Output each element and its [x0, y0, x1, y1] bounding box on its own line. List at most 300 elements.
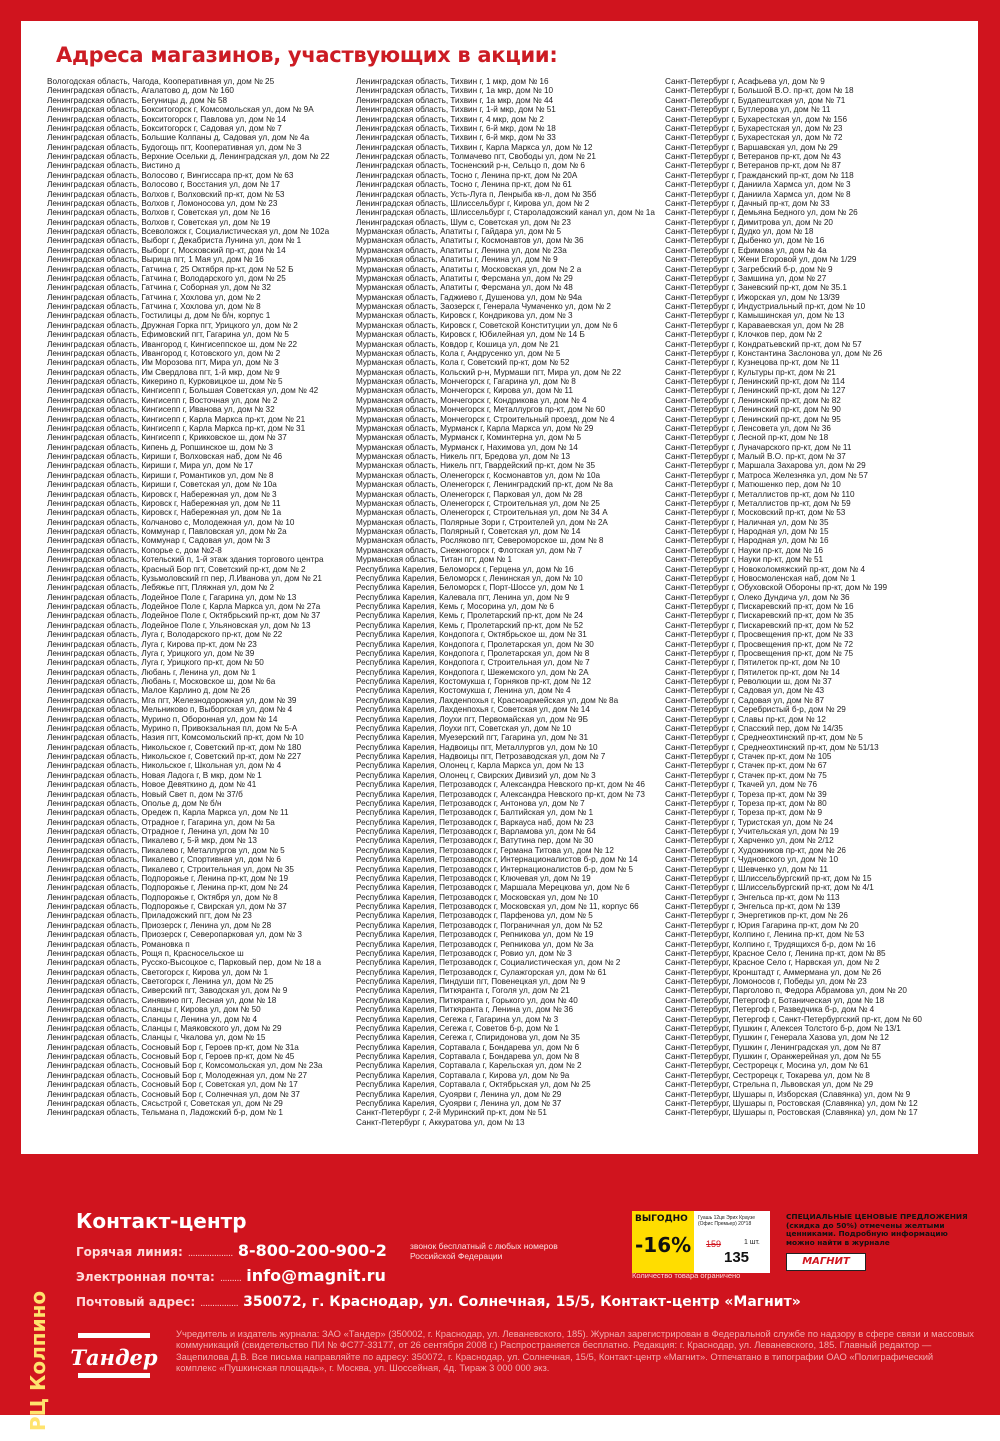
address-line: Ленинградская область, Приозерск г, Северопарковая ул, дом № 3 [47, 930, 302, 940]
address-line: Республика Карелия, Кондопога г, Строительная ул, дом № 7 [356, 658, 590, 668]
address-line: Республика Карелия, Надвоицы пгт, Металлургов ул, дом № 10 [356, 742, 598, 752]
address-row [76, 1291, 801, 1310]
address-line: Мурманская область, Кола г, Советский пр-кт, дом № 52 [356, 358, 570, 368]
address-line: Санкт-Петербург г, Энгельса пр-кт, дом № 113 [665, 892, 840, 902]
tander-logo-text: Тандер [70, 1345, 158, 1370]
address-line: Республика Карелия, Сортавала г, Карельская ул, дом № 2 [356, 1061, 582, 1071]
address-line: Ленинградская область, Мурино п, Оборонная ул, дом № 14 [47, 714, 278, 724]
address-line: Республика Карелия, Сортавала г, Бондарева ул, дом № 8 [356, 1052, 580, 1061]
address-line: Санкт-Петербург г, Юрия Гагарина пр-кт, дом № 20 [665, 920, 859, 930]
address-line: Санкт-Петербург г, Ленинский пр-кт, дом № 127 [665, 386, 846, 396]
address-line: Ленинградская область, Луга г, Кирова пр-кт, дом № 23 [47, 639, 257, 649]
address-line: Ленинградская область, Назия пгт, Комсомольский пр-кт, дом № 10 [47, 733, 304, 743]
address-line: Ленинградская область, Будогощь пгт, Кооперативная ул, дом № 3 [47, 142, 302, 152]
address-line: Республика Карелия, Кемь г, Мосорина ул, дом № 6 [356, 602, 554, 611]
address-line: Санкт-Петербург г, Маршала Захарова ул, дом № 29 [665, 461, 866, 471]
address-line: Ленинградская область, Тосно г, Ленина пр-кт, дом № 61 [356, 180, 572, 190]
address-line: Ленинградская область, Верхние Осельки д, Ленинградская ул, дом № 22 [47, 152, 330, 161]
hotline-row [76, 1241, 387, 1260]
address-line: Ленинградская область, Кингисепп г, Карла Маркса пр-кт, дом № 31 [47, 423, 306, 433]
address-line: Ленинградская область, Кузьмоловский гп пер, Л.Иванова ул, дом № 21 [47, 573, 322, 583]
address-line: Санкт-Петербург г, Загребский б-р, дом № 9 [665, 264, 833, 274]
address-line: Мурманская область, Кировск г, Советской Конституции ул, дом № 6 [356, 320, 618, 330]
address-line: Республика Карелия, Беломорск г, Ленинская ул, дом № 10 [356, 573, 583, 583]
address-line: Республика Карелия, Суоярви г, Ленина ул, дом № 29 [356, 1089, 562, 1099]
address-line: Санкт-Петербург г, Стачек пр-кт, дом № 67 [665, 761, 827, 771]
address-line: Санкт-Петербург г, Ленинский пр-кт, дом № 90 [665, 405, 841, 415]
address-line: Санкт-Петербург г, Бухарестская ул, дом № 23 [665, 123, 843, 133]
address-line: Санкт-Петербург г, Бухарестская ул, дом № 156 [665, 114, 848, 124]
address-line: Санкт-Петербург г, Пискаревский пр-кт, дом № 52 [665, 620, 854, 630]
address-line: Санкт-Петербург, Шушары п, Ростовская (Славянка) ул, дом № 12 [665, 1098, 918, 1108]
address-line: Ленинградская область, Им Свердлова пгт, 1-й мкр, дом № 9 [47, 367, 280, 377]
email-dots: ......... [219, 1274, 242, 1284]
address-line: Санкт-Петербург г, Науки пр-кт, дом № 16 [665, 545, 824, 555]
address-line: Санкт-Петербург г, Аккуратова ул, дом № 13 [356, 1117, 525, 1127]
address-line: Санкт-Петербург, Пушкин г, Оранжерейная ул, дом № 55 [665, 1052, 881, 1061]
address-line: Санкт-Петербург г, 2-й Муринский пр-кт, дом № 51 [356, 1108, 547, 1118]
address-line: Республика Карелия, Сортавала г, Бондарева ул, дом № 6 [356, 1042, 580, 1052]
page-title: Адреса магазинов, участвующих в акции: [56, 43, 558, 67]
email-row [76, 1266, 386, 1285]
address-line: Ленинградская область, Подпорожье г, Октября ул, дом № 8 [47, 892, 278, 902]
address-line: Санкт-Петербург г, Художников пр-кт, дом № 26 [665, 845, 846, 855]
address-line: Республика Карелия, Петрозаводск г, Александра Невского пр-кт, дом № 73 [356, 789, 645, 799]
address-line: Санкт-Петербург г, Кондратьевский пр-кт, дом № 57 [665, 339, 862, 349]
promo-discount: -16% [635, 1233, 692, 1257]
address-line: Ленинградская область, Кингисепп г, Иванова ул, дом № 32 [47, 405, 275, 415]
address-line: Ленинградская область, Сосновый Бор г, Комсомольская ул, дом № 23а [47, 1061, 323, 1071]
address-line: Республика Карелия, Сегежа г, Советов б-р, дом № 1 [356, 1023, 559, 1033]
address-line: Санкт-Петербург г, Металлистов пр-кт, дом № 110 [665, 489, 855, 499]
address-line: Республика Карелия, Беломорск г, Порт-Шоссе ул, дом № 1 [356, 583, 584, 593]
address-line: Ленинградская область, Отрадное г, Гагарина ул, дом № 5а [47, 817, 275, 827]
address-line: Санкт-Петербург г, Народная ул, дом № 16 [665, 536, 829, 546]
address-line: Мурманская область, Оленегорск г, Парковая ул, дом № 28 [356, 489, 583, 499]
address-line: Ленинградская область, Пикалево г, 5-й мкр, дом № 13 [47, 836, 257, 846]
address-line: Ленинградская область, Тихвин г, 6-й мкр, дом № 33 [356, 133, 556, 143]
address-line: Республика Карелия, Петрозаводск г, Балтийская ул, дом № 1 [356, 808, 594, 818]
address-line: Санкт-Петербург, Красное Село г, Ленина пр-кт, дом № 85 [665, 948, 886, 958]
address-line: Республика Карелия, Питкяранта г, Ленина ул, дом № 36 [356, 1005, 574, 1015]
address-line: Ленинградская область, Луга г, Урицкого ул, дом № 39 [47, 648, 255, 658]
address-column-1 [47, 77, 353, 1118]
address-line: Ленинградская область, Сясьстрой г, Советская ул, дом № 29 [47, 1098, 283, 1108]
address-line: Ленинградская область, Всеволожск г, Социалистическая ул, дом № 102а [47, 227, 330, 236]
address-line: Санкт-Петербург г, Ленсовета ул, дом № 36 [665, 423, 831, 433]
address-line: Республика Карелия, Кондопога г, Пролетарская ул, дом № 30 [356, 639, 594, 649]
address-line: Санкт-Петербург, Шушары п, Ростовская (Славянка) ул, дом № 17 [665, 1108, 918, 1118]
address-line: Санкт-Петербург г, Харченко ул, дом № 2/12 [665, 836, 834, 846]
address-line: Санкт-Петербург г, Олеко Дундича ул, дом № 36 [665, 592, 850, 602]
address-line: Ленинградская область, Колчаново с, Молодежная ул, дом № 10 [47, 517, 295, 527]
address-line: Санкт-Петербург г, Учительская ул, дом № 19 [665, 827, 839, 836]
promo-product: Гуашь 12цв Эрих Краузе (Офис Премьер) 20*18 [698, 1215, 756, 1227]
address-line: Ленинградская область, Луга г, Володарского пр-кт, дом № 22 [47, 630, 283, 640]
address-line: Санкт-Петербург г, Жени Егоровой ул, дом № 1/29 [665, 255, 857, 265]
email-label: Электронная почта: [76, 1270, 215, 1284]
address-line: Санкт-Петербург г, Тореза пр-кт, дом № 39 [665, 789, 827, 799]
address-line: Республика Карелия, Надвоицы пгт, Петрозаводская ул, дом № 7 [356, 752, 606, 761]
address-line: Ленинградская область, Подпорожье г, Свирская ул, дом № 37 [47, 902, 287, 911]
address-line: Мурманская область, Снежногорск г, Флотская ул, дом № 7 [356, 545, 583, 555]
email-link[interactable]: info@magnit.ru [246, 1266, 386, 1285]
address-line: Республика Карелия, Петрозаводск г, Ключевая ул, дом № 19 [356, 873, 591, 883]
address-dots: ................ [200, 1299, 239, 1309]
address-line: Ленинградская область, Дружная Горка пгт, Урицкого ул, дом № 2 [47, 320, 298, 330]
address-line: Ленинградская область, Бокситогорск г, Комсомольская ул, дом № 9А [47, 105, 314, 115]
address-line: Санкт-Петербург, Колпино г, Ленина пр-кт, дом № 53 [665, 930, 865, 940]
address-line: Санкт-Петербург г, Ефимова ул, дом № 4а [665, 245, 827, 255]
address-line: Республика Карелия, Петрозаводск г, Социалистическая ул, дом № 2 [356, 958, 621, 968]
address-line: Ленинградская область, Лодейное Поле г, Ульяновская ул, дом № 13 [47, 620, 311, 630]
address-line: Ленинградская область, Тихвин г, 1а мкр, дом № 10 [356, 86, 554, 96]
address-line: Республика Карелия, Лоухи пгт, Советская ул, дом № 10 [356, 723, 572, 733]
address-line: Мурманская область, Полярные Зори г, Строителей ул, дом № 2А [356, 517, 608, 527]
address-line: Мурманская область, Мончегорск г, Строительный проезд, дом № 4 [356, 414, 615, 424]
address-line: Мурманская область, Гаджиево г, Душенова ул, дом № 94а [356, 292, 582, 302]
address-line: Ленинградская область, Кировск г, Набережная ул, дом № 3 [47, 489, 277, 499]
address-line: Санкт-Петербург г, Туристская ул, дом № 24 [665, 817, 834, 827]
address-line: Санкт-Петербург г, Науки пр-кт, дом № 51 [665, 555, 824, 565]
address-line: Санкт-Петербург г, Ткачей ул, дом № 76 [665, 780, 818, 790]
address-line: Санкт-Петербург г, Лесной пр-кт, дом № 18 [665, 433, 829, 443]
address-line: Санкт-Петербург г, Дыбенко ул, дом № 16 [665, 236, 825, 246]
address-line: Ленинградская область, Шлиссельбург г, Кирова ул, дом № 2 [356, 198, 590, 208]
address-line: Ленинградская область, Кириши г, Романтиков ул, дом № 8 [47, 470, 274, 480]
address-line: Санкт-Петербург, Красное Село г, Нарвская ул, дом № 2 [665, 958, 880, 968]
address-line: Республика Карелия, Петрозаводск г, Пограничная ул, дом № 52 [356, 920, 603, 930]
address-line: Ленинградская область, Кириши г, Мира ул, дом № 17 [47, 461, 254, 471]
address-line: Ленинградская область, Тосненский р-н, Сельцо п, дом № 6 [356, 161, 585, 171]
address-line: Санкт-Петербург г, Народная ул, дом № 15 [665, 527, 829, 536]
address-line: Республика Карелия, Олонец г, Свирских Дивизий ул, дом № 3 [356, 770, 596, 780]
address-line: Санкт-Петербург г, Константина Заслонова ул, дом № 26 [665, 348, 883, 358]
address-line: Ленинградская область, Любань г, Московское ш, дом № 6а [47, 677, 276, 686]
address-line: Республика Карелия, Петрозаводск г, Сулажгорская ул, дом № 61 [356, 967, 607, 977]
address-line: Ленинградская область, Новый Свет п, дом № 37/б [47, 789, 243, 799]
address-line: Ленинградская область, Агалатово д, дом № 160 [47, 86, 234, 96]
address-line: Санкт-Петербург г, Ленинский пр-кт, дом № 82 [665, 395, 841, 405]
address-line: Ленинградская область, Сланцы г, Ленина ул, дом № 4 [47, 1014, 258, 1024]
address-line: Санкт-Петербург г, Камышинская ул, дом № 13 [665, 311, 845, 321]
address-line: Ленинградская область, Русско-Высоцкое с, Парковый пер, дом № 18 а [47, 958, 322, 968]
address-line: Санкт-Петербург г, Кузнецова пр-кт, дом № 11 [665, 358, 840, 368]
address-line: Ленинградская область, Большие Колпаны д, Садовая ул, дом № 4а [47, 133, 310, 143]
address-line: Санкт-Петербург г, Садовая ул, дом № 43 [665, 686, 825, 696]
address-line: Ленинградская область, Волосово г, Вингиссара пр-кт, дом № 63 [47, 170, 294, 180]
address-line: Ленинградская область, Гатчина г, 25 Октября пр-кт, дом № 52 Б [47, 264, 294, 274]
address-line: Ленинградская область, Тихвин г, 6-й мкр, дом № 18 [356, 123, 556, 133]
address-line: Республика Карелия, Муезерский пгт, Гагарина ул, дом № 31 [356, 733, 589, 743]
address-line: Ленинградская область, Тельмана п, Ладожский б-р, дом № 1 [47, 1108, 283, 1118]
address-line: Санкт-Петербург г, Ленинский пр-кт, дом № 114 [665, 377, 845, 386]
address-line: Ленинградская область, Волосово г, Восстания ул, дом № 17 [47, 180, 280, 190]
address-line: Республика Карелия, Лахденпохья г, Красноармейская ул, дом № 8а [356, 695, 619, 705]
address-line: Санкт-Петербург г, Ветеранов пр-кт, дом № 87 [665, 161, 841, 171]
address-line: Санкт-Петербург, Пушкин г, Ленинградская ул, дом № 87 [665, 1042, 881, 1052]
magnit-logo: МАГНИТ [786, 1253, 866, 1271]
address-line: Республика Карелия, Петрозаводск г, Московская ул, дом № 10 [356, 892, 599, 902]
address-line: Республика Карелия, Петрозаводск г, Репникова ул, дом № 3а [356, 939, 594, 949]
address-line: Ленинградская область, Новое Девяткино д, дом № 41 [47, 780, 257, 790]
address-line: Республика Карелия, Сегежа г, Гагарина ул, дом № 3 [356, 1014, 559, 1024]
address-line: Мурманская область, Кольский р-н, Мурмаши пгт, Мира ул, дом № 22 [356, 367, 622, 377]
address-line: Санкт-Петербург г, Революции ш, дом № 37 [665, 677, 832, 686]
address-line: Санкт-Петербург г, Обуховской Обороны пр-кт, дом № 199 [665, 583, 888, 593]
address-line: Ленинградская область, Сланцы г, Чкалова ул, дом № 15 [47, 1033, 266, 1043]
address-column-3 [665, 77, 971, 1118]
address-line: Мурманская область, Мончегорск г, Гагарина ул, дом № 8 [356, 377, 576, 386]
address-line: Мурманская область, Кировск г, Кондрикова ул, дом № 3 [356, 311, 573, 321]
address-line: Санкт-Петербург г, Наличная ул, дом № 35 [665, 517, 829, 527]
address-line: Санкт-Петербург г, Демьяна Бедного ул, дом № 26 [665, 208, 858, 218]
address-line: Мурманская область, Никель пгт, Гвардейский пр-кт, дом № 35 [356, 461, 596, 471]
address-line: Ленинградская область, Подпорожье г, Ленина пр-кт, дом № 24 [47, 883, 289, 893]
address-line: Ленинградская область, Пикалево г, Строительная ул, дом № 35 [47, 864, 294, 874]
address-line: Ленинградская область, Никольское г, Школьная ул, дом № 4 [47, 761, 282, 771]
address-line: Ленинградская область, Мурино п, Привокзальная пл, дом № 5-А [47, 723, 298, 733]
address-line: Санкт-Петербург, Сестрорецк г, Токарева ул, дом № 8 [665, 1070, 870, 1080]
address-line: Мурманская область, Мончегорск г, Металлургов пр-кт, дом № 60 [356, 405, 606, 415]
address-line: Ленинградская область, Гатчина г, Соборная ул, дом № 32 [47, 283, 271, 293]
address-line: Ленинградская область, Кириши г, Волховская наб, дом № 46 [47, 452, 283, 461]
address-line: Ленинградская область, Выборг г, Московский пр-кт, дом № 14 [47, 245, 286, 255]
address-line: Ленинградская область, Светогорск г, Ленина ул, дом № 25 [47, 977, 274, 986]
address-line: Республика Карелия, Питкяранта г, Гоголя ул, дом № 21 [356, 986, 570, 996]
address-line: Мурманская область, Ковдор г, Кошица ул, дом № 21 [356, 339, 560, 349]
address-line: Ленинградская область, Кикерино п, Курковицкое ш, дом № 5 [47, 377, 283, 386]
address-line: Санкт-Петербург г, Новоколомяжский пр-кт, дом № 4 [665, 564, 866, 574]
address-line: Мурманская область, Оленегорск г, Строительная ул, дом № 25 [356, 498, 600, 508]
address-line: Республика Карелия, Питкяранта г, Горького ул, дом № 40 [356, 995, 578, 1005]
address-line: Мурманская область, Апатиты г, Ленина ул, дом № 9 [356, 255, 558, 265]
address-line: Санкт-Петербург, Ломоносов г, Победы ул, дом № 23 [665, 977, 867, 986]
address-line: Ленинградская область, Кингисепп г, Восточная ул, дом № 2 [47, 395, 278, 405]
address-line: Ленинградская область, Гатчина г, Володарского ул, дом № 25 [47, 273, 286, 283]
address-line: Мурманская область, Апатиты г, Московская ул, дом № 2 а [356, 264, 582, 274]
address-line: Санкт-Петербург г, Клочков пер, дом № 2 [665, 330, 823, 340]
address-line: Ленинградская область, Шлиссельбург г, Староладожский канал ул, дом № 1а [356, 208, 655, 218]
hotline-number[interactable]: 8-800-200-900-2 [237, 1241, 387, 1260]
address-line: Мурманская область, Оленегорск г, Космонавтов ул, дом № 10а [356, 470, 601, 480]
address-line: Санкт-Петербург г, Заневский пр-кт, дом № 35.1 [665, 283, 847, 293]
address-line: Ленинградская область, Ополье д, дом № б/н [47, 798, 222, 808]
address-line: Ленинградская область, Волхов г, Ломоносова ул, дом № 23 [47, 198, 278, 208]
address-line: Республика Карелия, Петрозаводск г, Маршала Мерецкова ул, дом № 6 [356, 883, 630, 893]
address-line: Ленинградская область, Гатчина г, Хохлова ул, дом № 2 [47, 292, 261, 302]
address-line: Санкт-Петербург г, Садовая ул, дом № 87 [665, 695, 825, 705]
tander-logo-icon [70, 1329, 158, 1381]
address-line: Санкт-Петербург г, Луначарского пр-кт, дом № 11 [665, 442, 852, 452]
address-line: Санкт-Петербург, Шушары п, Изборская (Славянка) ул, дом № 9 [665, 1089, 911, 1099]
address-line: Ленинградская область, Приозерск г, Ленина ул, дом № 28 [47, 920, 272, 930]
discount-badge [632, 1211, 694, 1273]
address-line: Санкт-Петербург г, Пискаревский пр-кт, дом № 16 [665, 602, 854, 611]
address-line: Республика Карелия, Петрозаводск г, Московская ул, дом № 11, корпус 66 [356, 902, 639, 911]
address-line: Республика Карелия, Петрозаводск г, Германа Титова ул, дом № 12 [356, 845, 614, 855]
address-line: Республика Карелия, Кемь г, Пролетарский пр-кт, дом № 52 [356, 620, 584, 630]
address-line: Ленинградская область, Кингисепп г, Большая Советская ул, дом № 42 [47, 386, 319, 396]
address-line: Ленинградская область, Подпорожье г, Ленина пр-кт, дом № 19 [47, 873, 289, 883]
address-column-2 [356, 77, 662, 1127]
address-line: Санкт-Петербург, Колпино г, Трудящихся б-р, дом № 16 [665, 939, 876, 949]
address-line: Ленинградская область, Оредеж п, Карла Маркса ул, дом № 11 [47, 808, 289, 818]
address-line: Санкт-Петербург г, Стачек пр-кт, дом № 75 [665, 770, 827, 780]
address-line: Санкт-Петербург г, Димитрова ул, дом № 20 [665, 217, 833, 227]
address-line: Ленинградская область, Никольское г, Советский пр-кт, дом № 180 [47, 742, 302, 752]
address-line: Республика Карелия, Пиндуши пгт, Повенецкая ул, дом № 9 [356, 977, 586, 986]
address-line: Ленинградская область, Никольское г, Советский пр-кт, дом № 227 [47, 752, 302, 761]
address-line: Санкт-Петербург г, Дачный пр-кт, дом № 33 [665, 198, 830, 208]
address-line: Республика Карелия, Лахденпохья г, Советская ул, дом № 14 [356, 705, 590, 715]
address-line: Ленинградская область, Выборг г, Декабриста Лунина ул, дом № 1 [47, 236, 302, 246]
side-title: РЦ Колпино [26, 1290, 50, 1432]
address-line: Санкт-Петербург, Кронштадт г, Аммермана ул, дом № 26 [665, 967, 882, 977]
address-line: Мурманская область, Апатиты г, Космонавтов ул, дом № 36 [356, 236, 584, 246]
address-line: Республика Карелия, Костомукша г, Горняков пр-кт, дом № 12 [356, 677, 592, 686]
address-line: Ленинградская область, Бегуницы д, дом № 58 [47, 95, 228, 105]
address-line: Мурманская область, Апатиты г, Ферсмана ул, дом № 48 [356, 283, 573, 293]
address-line: Республика Карелия, Олонец г, Карла Маркса ул, дом № 13 [356, 761, 584, 771]
address-line: Ленинградская область, Волхов г, Советская ул, дом № 19 [47, 217, 271, 227]
address-line: Ленинградская область, Кировск г, Набережная ул, дом № 11 [47, 498, 281, 508]
address-line: Ленинградская область, Мга пгт, Железнодорожная ул, дом № 39 [47, 695, 297, 705]
address-line: Республика Карелия, Кондопога г, Октябрьское ш, дом № 31 [356, 630, 587, 640]
address-line: Ленинградская область, Мельниково п, Выборгская ул, дом № 4 [47, 705, 293, 715]
address-line: Республика Карелия, Калевала пгт, Ленина ул, дом № 9 [356, 592, 570, 602]
address-line: Республика Карелия, Суоярви г, Ленина ул, дом № 37 [356, 1098, 562, 1108]
address-line: Санкт-Петербург г, Пискаревский пр-кт, дом № 35 [665, 611, 854, 621]
address-line: Ленинградская область, Сосновый Бор г, Солнечная ул, дом № 37 [47, 1089, 300, 1099]
address-line: Санкт-Петербург г, Матюшенко пер, дом № 10 [665, 480, 841, 490]
address-line: Ленинградская область, Бокситогорск г, Павлова ул, дом № 14 [47, 114, 287, 124]
address-line: Ленинградская область, Малое Карлино д, дом № 26 [47, 686, 251, 696]
address-line: Ленинградская область, Сосновый Бор г, Героев пр-кт, дом № 31а [47, 1042, 299, 1052]
address-line: Ленинградская область, Сланцы г, Маяковского ул, дом № 29 [47, 1023, 282, 1033]
special-offer-text: СПЕЦИАЛЬНЫЕ ЦЕНОВЫЕ ПРЕДЛОЖЕНИЯ (скидка до 50%) отмечены желтыми ценниками. Подробную информацию можно найти в журнале [786, 1212, 968, 1247]
address-line: Ленинградская область, Сосновый Бор г, Героев пр-кт, дом № 45 [47, 1052, 295, 1061]
address-line: Республика Карелия, Лоухи пгт, Первомайская ул, дом № 9Б [356, 714, 588, 724]
promo-caption: Количество товара ограничено [632, 1271, 741, 1280]
address-line: Ленинградская область, Пикалево г, Металлургов ул, дом № 5 [47, 845, 285, 855]
address-line: Санкт-Петербург г, Новосмоленская наб, дом № 1 [665, 573, 856, 583]
address-line: Республика Карелия, Петрозаводск г, Антонова ул, дом № 7 [356, 798, 585, 808]
address-line: Санкт-Петербург г, Замшина ул, дом № 27 [665, 273, 827, 283]
address-line: Ленинградская область, Луга г, Урицкого пр-кт, дом № 50 [47, 658, 264, 668]
address-line: Мурманская область, Апатиты г, Гайдара ул, дом № 5 [356, 227, 562, 236]
address-line: Санкт-Петербург г, Матроса Железняка ул, дом № 57 [665, 470, 868, 480]
address-line: Санкт-Петербург, Петергоф г, Разведчика б-р, дом № 4 [665, 1005, 875, 1015]
address-line: Мурманская область, Росляково пгт, Североморское ш, дом № 8 [356, 536, 604, 546]
address-line: Ленинградская область, Коммунар г, Садовая ул, дом № 3 [47, 536, 271, 546]
address-line: Ленинградская область, Волхов г, Волховский пр-кт, дом № 53 [47, 189, 285, 199]
address-line: Ленинградская область, Кириши г, Советская ул, дом № 10а [47, 480, 277, 490]
address-line: Ленинградская область, Красный Бор пгт, Советский пр-кт, дом № 2 [47, 564, 306, 574]
address-line: Санкт-Петербург г, Спасский пер, дом № 14/35 [665, 723, 843, 733]
address-panel [21, 21, 978, 1154]
address-line: Республика Карелия, Беломорск г, Герцена ул, дом № 16 [356, 564, 574, 574]
address-line: Санкт-Петербург г, Металлистов пр-кт, дом № 59 [665, 498, 851, 508]
address-line: Санкт-Петербург г, Серебристый б-р, дом № 29 [665, 705, 846, 715]
address-line: Санкт-Петербург г, Будапештская ул, дом № 71 [665, 95, 846, 105]
address-line: Республика Карелия, Сегежа г, Спиридонова ул, дом № 35 [356, 1033, 580, 1043]
address-line: Республика Карелия, Кондопога г, Пролетарская ул, дом № 8 [356, 648, 590, 658]
address-line: Республика Карелия, Петрозаводск г, Парфенова ул, дом № 5 [356, 911, 593, 921]
address-line: Санкт-Петербург, Петергоф г, Ботаническая ул, дом № 18 [665, 995, 885, 1005]
address-line: Республика Карелия, Петрозаводск г, Варкауса наб, дом № 23 [356, 817, 594, 827]
address-line: Ленинградская область, Тихвин г, 1а мкр, дом № 44 [356, 95, 554, 105]
address-line: Ленинградская область, Романовка п [47, 939, 190, 949]
hotline-dots: ................... [187, 1249, 233, 1259]
address-line: Ленинградская область, Отрадное г, Ленина ул, дом № 10 [47, 827, 269, 836]
address-line: Ленинградская область, Толмачево пгт, Свободы ул, дом № 21 [356, 152, 596, 161]
postal-address: 350072, г. Краснодар, ул. Солнечная, 15/5, Контакт-центр «Магнит» [243, 1294, 801, 1310]
address-line: Республика Карелия, Сортавала г, Октябрьская ул, дом № 25 [356, 1080, 591, 1090]
address-line: Ленинградская область, Шум с, Советская ул, дом № 23 [356, 217, 571, 227]
address-line: Санкт-Петербург г, Энгельса пр-кт, дом № 139 [665, 902, 841, 911]
footer [0, 1175, 1000, 1432]
address-line: Санкт-Петербург г, Большой В.О. пр-кт, дом № 18 [665, 86, 854, 96]
address-line: Ленинградская область, Тихвин г, Карла Маркса ул, дом № 12 [356, 142, 593, 152]
address-line: Ленинградская область, Любань г, Ленина ул, дом № 1 [47, 667, 257, 677]
address-line: Республика Карелия, Петрозаводск г, Репникова ул, дом № 19 [356, 930, 594, 940]
contact-center-title: Контакт-центр [76, 1209, 247, 1233]
address-line: Республика Карелия, Кондопога г, Шежемского ул, дом № 2А [356, 667, 589, 677]
address-line: Ленинградская область, Тихвин г, 1-й мкр, дом № 51 [356, 105, 556, 115]
address-line: Ленинградская область, Ефимовский пгт, Гагарина ул, дом № 5 [47, 330, 289, 340]
address-line: Санкт-Петербург г, Пятилеток пр-кт, дом № 14 [665, 667, 840, 677]
address-line: Санкт-Петербург г, Тореза пр-кт, дом № 80 [665, 798, 827, 808]
address-line: Санкт-Петербург, Стрельна п, Львовская ул, дом № 29 [665, 1080, 874, 1090]
address-line: Санкт-Петербург г, Бутлерова ул, дом № 11 [665, 105, 831, 115]
address-line: Мурманская область, Апатиты г, Ферсмана ул, дом № 29 [356, 273, 573, 283]
address-line: Санкт-Петербург г, Просвещения пр-кт, дом № 33 [665, 630, 854, 640]
address-line: Санкт-Петербург г, Ижорская ул, дом № 13/39 [665, 292, 840, 302]
address-line: Ленинградская область, Усть-Луга п, Ленрыба кв-л, дом № 35б [356, 189, 597, 199]
hotline-note: звонок бесплатный с любых номеров Российской Федерации [410, 1241, 558, 1261]
address-line: Санкт-Петербург, Парголово п, Федора Абрамова ул, дом № 20 [665, 986, 907, 996]
address-line: Санкт-Петербург г, Чудновского ул, дом № 10 [665, 855, 839, 865]
address-line: Ленинградская область, Вистино д [47, 161, 180, 171]
address-line: Ленинградская область, Рощя п, Красносельское ш [47, 948, 244, 958]
address-line: Санкт-Петербург г, Просвещения пр-кт, дом № 72 [665, 639, 854, 649]
address-line: Санкт-Петербург г, Среднеохтинский пр-кт, дом № 51/13 [665, 742, 879, 752]
address-line: Мурманская область, Мончегорск г, Кондрикова ул, дом № 4 [356, 395, 587, 405]
promo-old-price: 159 [706, 1239, 722, 1249]
address-line: Мурманская область, Мончегорск г, Кирова ул, дом № 11 [356, 386, 573, 396]
address-line: Санкт-Петербург г, Шлиссельбургский пр-кт, дом № 15 [665, 873, 872, 883]
address-line: Ленинградская область, Приладожский пгт, дом № 23 [47, 911, 252, 921]
address-line: Мурманская область, Никель пгт, Бредова ул, дом № 13 [356, 452, 571, 461]
address-line: Ленинградская область, Лодейное Поле г, Гагарина ул, дом № 13 [47, 592, 297, 602]
address-line: Санкт-Петербург г, Ветеранов пр-кт, дом № 43 [665, 152, 841, 161]
promo-badge-text: ВЫГОДНО [635, 1214, 688, 1224]
address-line: Санкт-Петербург г, Среднеохтинский пр-кт, дом № 5 [665, 733, 863, 743]
address-line: Мурманская область, Апатиты г, Ленина ул, дом № 23а [356, 245, 567, 255]
promo-unit: 1 шт. [744, 1239, 760, 1246]
address-line: Санкт-Петербург г, Малый В.О. пр-кт, дом № 37 [665, 452, 846, 461]
address-line: Ленинградская область, Кировск г, Набережная ул, дом № 1а [47, 508, 282, 518]
address-line: Санкт-Петербург г, Даниила Хармса ул, дом № 3 [665, 180, 851, 190]
address-line: Ленинградская область, Тихвин г, 1 мкр, дом № 16 [356, 77, 549, 86]
address-line: Ленинградская область, Тихвин г, 4 мкр, дом № 2 [356, 114, 544, 124]
address-line: Ленинградская область, Синявино пгт, Лесная ул, дом № 18 [47, 995, 277, 1005]
address-line: Санкт-Петербург, Пушкин г, Алексея Толстого б-р, дом № 13/1 [665, 1023, 901, 1033]
price-tag-example [632, 1211, 770, 1273]
address-line: Республика Карелия, Петрозаводск г, Ватутина пер, дом № 30 [356, 836, 594, 846]
address-line: Ленинградская область, Гатчина г, Хохлова ул, дом № 8 [47, 302, 261, 311]
